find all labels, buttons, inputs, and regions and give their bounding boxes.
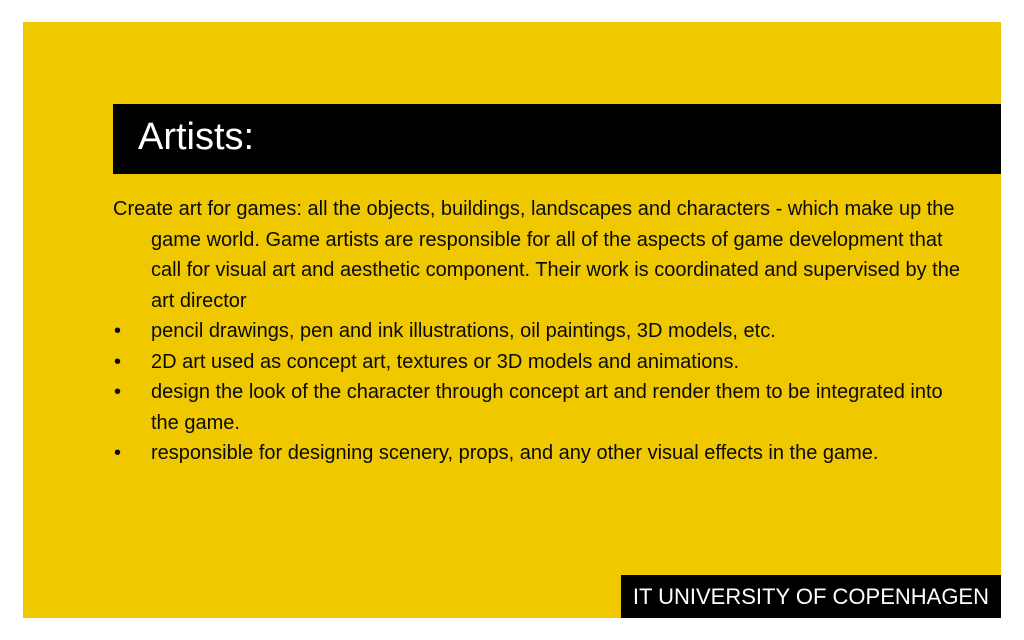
bullet-list (113, 316, 975, 469)
bullet-item (113, 377, 975, 438)
bullet-text: 2D art used as concept art, textures or 3D models and animations. (151, 350, 740, 373)
slide-body (113, 194, 975, 469)
bullet-text: responsible for designing scenery, props, and any other visual effects in the game. (151, 442, 879, 464)
bullet-item (113, 316, 975, 347)
university-name: IT UNIVERSITY OF COPENHAGEN (632, 584, 989, 609)
slide-title: Artists: (138, 116, 255, 158)
footer-logo (621, 575, 1001, 618)
title-bar (113, 104, 1001, 174)
bullet-item (113, 347, 975, 378)
bullet-icon: • (114, 442, 122, 464)
bullet-icon: • (114, 381, 122, 403)
slide (23, 22, 1001, 618)
bullet-icon: • (114, 320, 122, 342)
bullet-text: design the look of the character through concept art and render them to be integrated into the game. (151, 381, 943, 434)
bullet-item (113, 438, 975, 469)
bullet-text: pencil drawings, pen and ink illustrations, oil paintings, 3D models, etc. (151, 320, 776, 342)
intro-paragraph: Create art for games: all the objects, buildings, landscapes and characters - which make up the game world. Game artists are responsible for all of the aspects of game development that call for visual art and aesthetic component. Their work is coordinated and supervised by the art director (113, 198, 960, 312)
bullet-icon: • (114, 350, 122, 373)
